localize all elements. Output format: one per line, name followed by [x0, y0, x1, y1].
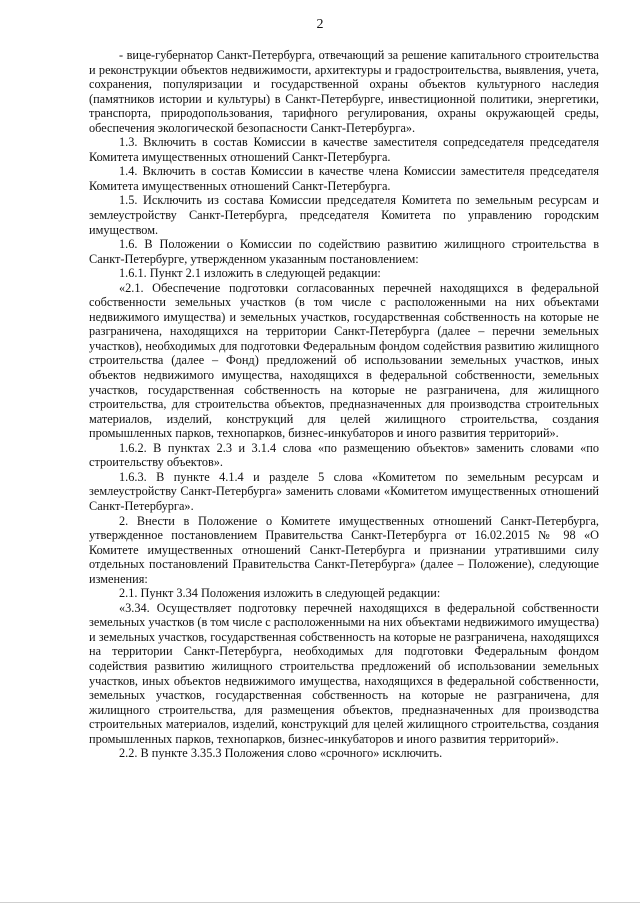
paragraph-clause-3-34: «3.34. Осуществляет подготовку перечней находящихся в федеральной собственности земельных участков (в том числе с расположенными на них объектами недвижимого имущества) и земельных участков, государственная собственность на которые не разграничена, находящихся на территории Санкт-Петербурга, необходимых для подготовки Федеральным фондом содействия развитию жилищного строительства предложений об использовании земельных участков, иных объектов недвижимого имущества, находящихся в федеральной собственности, земельных участков, государственная собственность на которые не разграничена, для жилищного строительства, для размещения объектов, предназначенных для производства строительных материалов, изделий, конструкций для целей жилищного строительства, создания промышленных парков, технопарков, бизнес-инкубаторов и иного развития территорий». — [89, 600, 599, 746]
paragraph-1-5: 1.5. Исключить из состава Комиссии председателя Комитета по земельным ресурсам и землеустройству Санкт-Петербурга, председателя Комитета по управлению городским имуществом. — [89, 193, 599, 237]
paragraph-vice-governor: - вице-губернатор Санкт-Петербурга, отвечающий за решение капитального строительства и реконструкции объектов недвижимости, архитектуры и градостроительства, выявления, учета, сохранения, популяризации и государственной охраны объектов культурного наследия (памятников истории и культуры) в Санкт-Петербурге, инвестиционной политики, энергетики, транспорта, природопользования, тарифного регулирования, охраны окружающей среды, обеспечения экологической безопасности Санкт-Петербурга». — [89, 48, 599, 135]
paragraph-1-6-3: 1.6.3. В пункте 4.1.4 и разделе 5 слова «Комитетом по земельным ресурсам и землеустройству Санкт-Петербурга» заменить словами «Комитетом имущественных отношений Санкт-Петербурга». — [89, 469, 599, 513]
paragraph-2: 2. Внести в Положение о Комитете имущественных отношений Санкт-Петербурга, утвержденное постановлением Правительства Санкт-Петербурга от 16.02.2015 № 98 «О Комитете имущественных отношений Санкт-Петербурга и признании утратившими силу отдельных постановлений Правительства Санкт-Петербурга» (далее – Положение), следующие изменения: — [89, 513, 599, 586]
paragraph-1-4: 1.4. Включить в состав Комиссии в качестве члена Комиссии заместителя председателя Комитета имущественных отношений Санкт-Петербурга. — [89, 164, 599, 193]
paragraph-1-6: 1.6. В Положении о Комиссии по содействию развитию жилищного строительства в Санкт-Петербурге, утвержденном указанным постановлением: — [89, 237, 599, 266]
page-bottom-edge — [0, 902, 640, 903]
page-number: 2 — [316, 17, 324, 32]
paragraph-2-2: 2.2. В пункте 3.35.3 Положения слово «срочного» исключить. — [119, 746, 443, 761]
document-body — [89, 48, 599, 761]
paragraph-1-6-2: 1.6.2. В пунктах 2.3 и 3.1.4 слова «по размещению объектов» заменить словами «по строительству объектов». — [89, 440, 599, 470]
paragraph-1-3: 1.3. Включить в состав Комиссии в качестве заместителя сопредседателя председателя Комитета имущественных отношений Санкт-Петербурга. — [89, 135, 599, 164]
paragraph-2-1: 2.1. Пункт 3.34 Положения изложить в следующей редакции: — [119, 586, 441, 601]
paragraph-clause-2-1: «2.1. Обеспечение подготовки согласованных перечней находящихся в федеральной собственности земельных участков (в том числе с расположенными на них объектами недвижимого имущества) и земельных участков, государственная собственность на которые не разграничена, находящихся на территории Санкт-Петербурга (далее – перечни земельных участков), необходимых для подготовки Федеральным фондом содействия развитию жилищного строительства (далее – Фонд) предложений об использовании земельных участков, иных объектов недвижимого имущества, находящихся в федеральной собственности, земельных участков, государственная собственность на которые не разграничена, для жилищного строительства, для строительства объектов, предназначенных для производства строительных материалов, изделий, конструкций для целей жилищного строительства, создания промышленных парков, технопарков, бизнес-инкубаторов и иного развития территорий». — [89, 280, 599, 441]
paragraph-1-6-1: 1.6.1. Пункт 2.1 изложить в следующей редакции: — [119, 266, 381, 281]
